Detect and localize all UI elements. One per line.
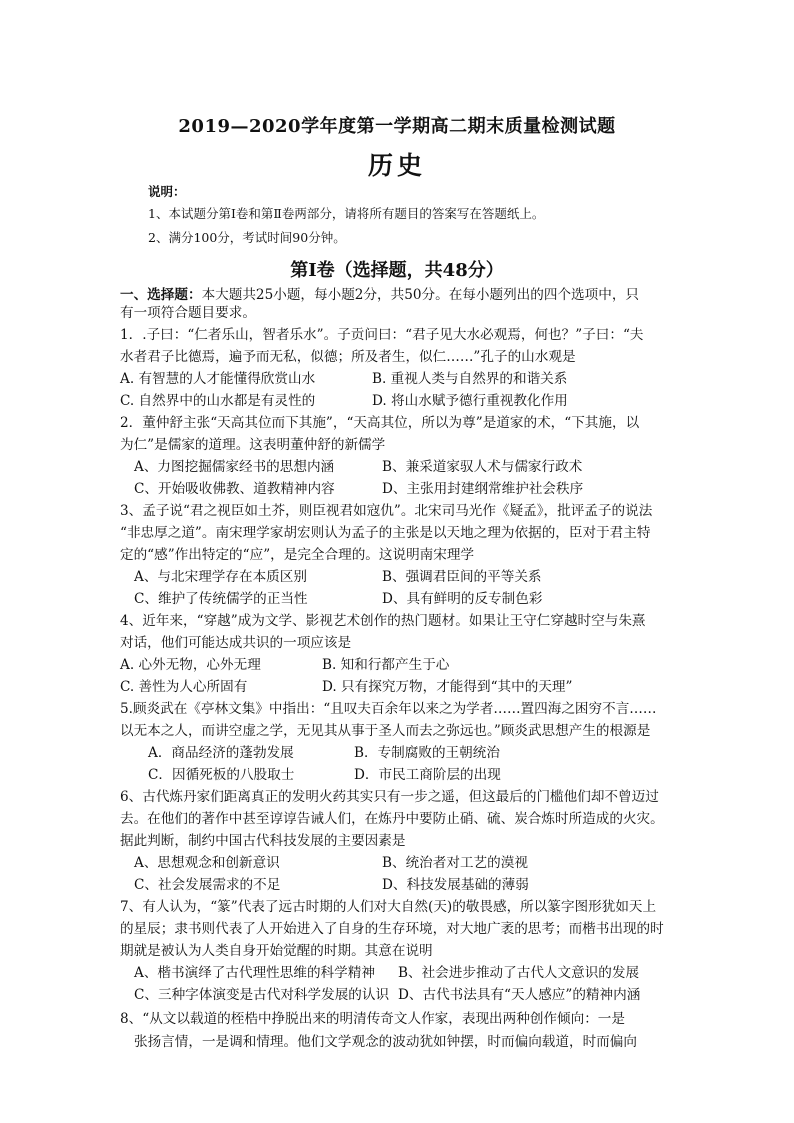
section-lead-label: 一、选择题： xyxy=(120,287,202,303)
q2-option-b: B、兼采道家驭人术与儒家行政术 xyxy=(382,459,583,475)
q5-option-c: C．因循死板的八股取士 xyxy=(148,767,295,783)
q7-stem-line-1: 7、有人认为，“篆”代表了远古时期的人们对大自然(天)的敬畏感，所以篆字图形犹如天上 xyxy=(120,899,657,915)
q2-stem-line-1: 2．董仲舒主张“天高其位而下其施”，“天高其位，所以为尊”是道家的术，“下其施，以 xyxy=(120,415,640,431)
section-lead-line-1 xyxy=(120,286,639,304)
q3-option-d: D、具有鲜明的反专制色彩 xyxy=(382,591,543,607)
q7-option-a: A、楷书演绎了古代理性思维的科学精神 xyxy=(134,965,375,981)
section-lead-text: 本大题共25小题，每小题2分，共50分。在每小题列出的四个选项中，只 xyxy=(201,287,640,303)
q7-option-c: C、三种字体演变是古代对科学发展的认识 xyxy=(134,987,390,1003)
instruction-item-1: 1、本试题分第Ⅰ卷和第Ⅱ卷两部分，请将所有题目的答案写在答题纸上。 xyxy=(148,206,545,221)
q6-stem-line-1: 6、古代炼丹家们距离真正的发明火药其实只有一步之遥，但这最后的门槛他们却不曾迈过 xyxy=(120,789,659,805)
q4-option-c: C. 善性为人心所固有 xyxy=(120,679,248,695)
q3-option-a: A、与北宋理学存在本质区别 xyxy=(134,569,307,585)
q7-stem-line-3: 期就是被认为人类自身开始觉醒的时期。其意在说明 xyxy=(120,943,433,959)
section-title: 第Ⅰ卷（选择题，共48分） xyxy=(290,260,504,281)
q7-stem-line-2: 的星辰；隶书则代表了人开始进入了自身的生存环境，对大地广袤的思考；而楷书出现的时 xyxy=(120,921,664,937)
q5-option-d: D．市民工商阶层的出现 xyxy=(354,767,501,783)
q6-option-d: D、科技发展基础的薄弱 xyxy=(382,877,529,893)
q7-option-b: B、社会进步推动了古代人文意识的发展 xyxy=(398,965,640,981)
q4-stem-line-1: 4、近年来，“穿越”成为文学、影视艺术创作的热门题材。如果让王守仁穿越时空与朱熹 xyxy=(120,613,646,629)
q2-stem-line-2: 为仁”是儒家的道理。这表明董仲舒的新儒学 xyxy=(120,437,386,453)
instructions-heading: 说明： xyxy=(148,184,186,199)
q4-option-b: B. 知和行都产生于心 xyxy=(322,657,450,673)
q3-stem-line-1: 3、孟子说“君之视臣如土芥，则臣视君如寇仇”。北宋司马光作《疑孟》，批评孟子的说法 xyxy=(120,503,653,519)
q1-option-c: C. 自然界中的山水都是有灵性的 xyxy=(120,393,316,409)
q5-option-b: B．专制腐败的王朝统治 xyxy=(354,745,500,761)
q2-option-c: C、开始吸收佛教、道教精神内容 xyxy=(134,481,335,497)
q3-stem-line-2: “非忠厚之道”。南宋理学家胡宏则认为孟子的主张是以天地之理为依据的，臣对于君主特 xyxy=(120,525,651,541)
q6-option-a: A、思想观念和创新意识 xyxy=(134,855,280,871)
q3-option-b: B、强调君臣间的平等关系 xyxy=(382,569,542,585)
q4-option-d: D. 只有探究万物，才能得到“其中的天理” xyxy=(322,679,573,695)
q5-option-a: A．商品经济的蓬勃发展 xyxy=(148,745,294,761)
subject-heading: 历史 xyxy=(367,151,426,180)
q8-stem-line-2: 张扬言情，一是调和情理。他们文学观念的波动犹如钟摆，时而偏向载道，时而偏向 xyxy=(134,1034,637,1050)
q1-stem-line-1: 1．.子曰：“仁者乐山，智者乐水”。子贡问曰：“君子见大水必观焉，何也？”子曰：“夫 xyxy=(120,327,644,343)
q6-stem-line-3: 据此判断，制约中国古代科技发展的主要因素是 xyxy=(120,833,406,849)
q3-stem-line-3: 定的“感”作出特定的“应”，是完全合理的。这说明南宋理学 xyxy=(120,547,475,563)
q8-stem-line-1: 8、“从文以载道的桎梏中挣脱出来的明清传奇文人作家，表现出两种创作倾向：一是 xyxy=(120,1011,625,1027)
q2-option-a: A、力图挖掘儒家经书的思想内涵 xyxy=(134,459,335,475)
q4-option-a: A. 心外无物，心外无理 xyxy=(120,657,261,673)
q2-option-d: D、主张用封建纲常维护社会秩序 xyxy=(382,481,584,497)
q5-stem-line-1: 5.顾炎武在《亭林文集》中指出：“且叹夫百余年以来之为学者……置四海之困穷不言…… xyxy=(120,701,657,717)
instruction-item-2: 2、满分100分，考试时间90分钟。 xyxy=(148,230,346,245)
q7-option-d: D、古代书法具有“天人感应”的精神内涵 xyxy=(398,987,641,1003)
exam-title: 2019—2020学年度第一学期高二期末质量检测试题 xyxy=(178,116,616,137)
q6-stem-line-2: 去。在他们的著作中甚至谆谆告诫人们，在炼丹中要防止硝、硫、炭合炼时所造成的火灾。 xyxy=(120,811,664,827)
q6-option-c: C、社会发展需求的不足 xyxy=(134,877,281,893)
q1-option-a: A. 有智慧的人才能懂得欣赏山水 xyxy=(120,371,316,387)
q6-option-b: B、统治者对工艺的漠视 xyxy=(382,855,528,871)
q4-stem-line-2: 对话，他们可能达成共识的一项应该是 xyxy=(120,635,352,651)
q5-stem-line-2: 以无本之人，而讲空虚之学，无见其从事于圣人而去之弥远也。”顾炎武思想产生的根源是 xyxy=(120,723,651,739)
section-lead-line-2: 有一项符合题目要求。 xyxy=(120,305,256,321)
q3-option-c: C、维护了传统儒学的正当性 xyxy=(134,591,308,607)
q1-option-b: B. 重视人类与自然界的和谐关系 xyxy=(372,371,568,387)
q1-option-d: D. 将山水赋予德行重视教化作用 xyxy=(372,393,568,409)
q1-stem-line-2: 水者君子比德焉，遍予而无私，似德；所及者生，似仁……”孔子的山水观是 xyxy=(120,349,576,365)
